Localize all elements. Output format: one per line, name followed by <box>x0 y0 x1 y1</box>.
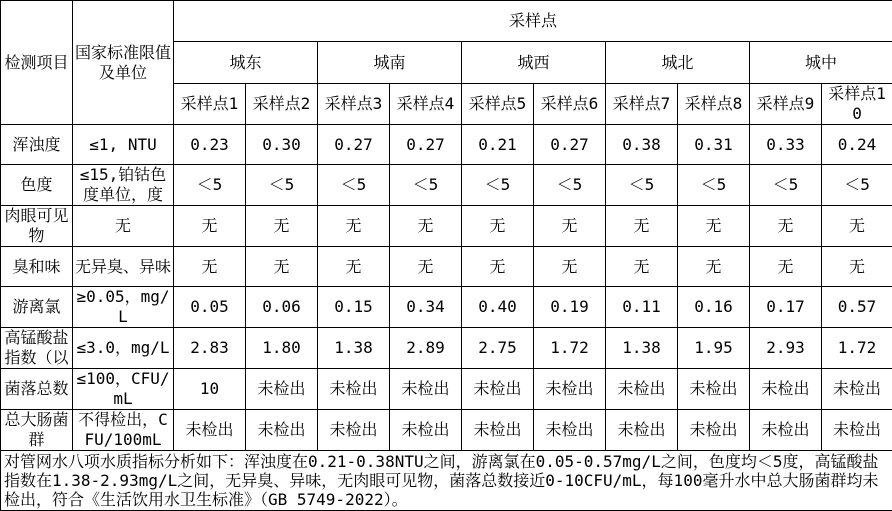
cell-value: 未检出 <box>246 410 318 451</box>
cell-value: ＜5 <box>678 165 750 206</box>
cell-value: 0.11 <box>606 287 678 328</box>
row-label: 色度 <box>1 165 73 206</box>
cell-value: 无 <box>390 247 462 287</box>
row-label: 臭和味 <box>1 247 73 287</box>
table-row <box>1 247 892 287</box>
cell-value: 未检出 <box>534 369 606 410</box>
row-standard: ≥0.05，mg/L <box>73 287 174 328</box>
cell-value: 无 <box>678 206 750 247</box>
row-standard: 不得检出，CFU/100mL <box>73 410 174 451</box>
table-row <box>1 410 892 451</box>
row-label: 游离氯 <box>1 287 73 328</box>
cell-value: 1.38 <box>606 328 678 369</box>
table-row <box>1 206 892 247</box>
table-row <box>1 125 892 165</box>
analysis-row <box>1 451 892 511</box>
cell-value: 2.89 <box>390 328 462 369</box>
row-label: 菌落总数 <box>1 369 73 410</box>
cell-value: 1.72 <box>822 328 892 369</box>
cell-value: ＜5 <box>822 165 892 206</box>
cell-value: ＜5 <box>318 165 390 206</box>
cell-value: ＜5 <box>462 165 534 206</box>
cell-value: 未检出 <box>750 369 822 410</box>
cell-value: 1.72 <box>534 328 606 369</box>
row-standard: 无 <box>73 206 174 247</box>
cell-value: 无 <box>246 247 318 287</box>
cell-value: 0.23 <box>174 125 246 165</box>
cell-value: 无 <box>750 247 822 287</box>
row-standard: 无异臭、异味 <box>73 247 174 287</box>
point-header-1: 采样点1 <box>174 84 246 125</box>
cell-value: 0.38 <box>606 125 678 165</box>
cell-value: 0.19 <box>534 287 606 328</box>
analysis-note: 对管网水八项水质指标分析如下：浑浊度在0.21-0.38NTU之间，游离氯在0.05-0.57mg/L之间，色度均＜5度，高锰酸盐指数在1.38-2.93mg/L之间，无异臭、异味，无肉眼可见物，菌落总数接近0-10CFU/mL，每100毫升水中总大肠菌群均未检出，符合《生活饮用水卫生标准》（GB 5749-2022）。 <box>1 451 892 511</box>
cell-value: 0.27 <box>318 125 390 165</box>
point-header-2: 采样点2 <box>246 84 318 125</box>
cell-value: 未检出 <box>606 410 678 451</box>
table-row <box>1 369 892 410</box>
col-header-test-item: 检测项目 <box>1 1 73 125</box>
cell-value: 无 <box>822 206 892 247</box>
point-header-6: 采样点6 <box>534 84 606 125</box>
cell-value: 无 <box>462 247 534 287</box>
cell-value: 0.06 <box>246 287 318 328</box>
row-label: 浑浊度 <box>1 125 73 165</box>
district-header-3: 城西 <box>462 42 606 84</box>
cell-value: 未检出 <box>822 410 892 451</box>
cell-value: 无 <box>822 247 892 287</box>
cell-value: 未检出 <box>606 369 678 410</box>
row-standard: ≤15,铂钴色度单位，度 <box>73 165 174 206</box>
point-header-10: 采样点10 <box>822 84 892 125</box>
cell-value: ＜5 <box>174 165 246 206</box>
cell-value: 0.24 <box>822 125 892 165</box>
cell-value: 0.57 <box>822 287 892 328</box>
cell-value: ＜5 <box>534 165 606 206</box>
cell-value: 未检出 <box>750 410 822 451</box>
cell-value: ＜5 <box>750 165 822 206</box>
cell-value: 无 <box>174 206 246 247</box>
cell-value: ＜5 <box>246 165 318 206</box>
point-header-8: 采样点8 <box>678 84 750 125</box>
point-header-7: 采样点7 <box>606 84 678 125</box>
row-standard: ≤3.0，mg/L <box>73 328 174 369</box>
district-header-5: 城中 <box>750 42 892 84</box>
cell-value: 无 <box>318 247 390 287</box>
cell-value: 未检出 <box>174 410 246 451</box>
cell-value: 无 <box>750 206 822 247</box>
cell-value: 0.34 <box>390 287 462 328</box>
cell-value: 1.95 <box>678 328 750 369</box>
cell-value: 无 <box>534 206 606 247</box>
cell-value: 未检出 <box>822 369 892 410</box>
cell-value: 未检出 <box>462 410 534 451</box>
row-standard: ≤100，CFU/mL <box>73 369 174 410</box>
district-header-1: 城东 <box>174 42 318 84</box>
cell-value: 无 <box>390 206 462 247</box>
cell-value: 无 <box>606 247 678 287</box>
cell-value: ＜5 <box>390 165 462 206</box>
cell-value: 未检出 <box>318 369 390 410</box>
cell-value: 1.80 <box>246 328 318 369</box>
cell-value: 未检出 <box>678 410 750 451</box>
point-header-5: 采样点5 <box>462 84 534 125</box>
cell-value: 1.38 <box>318 328 390 369</box>
cell-value: 无 <box>318 206 390 247</box>
cell-value: 10 <box>174 369 246 410</box>
cell-value: ＜5 <box>606 165 678 206</box>
row-label: 肉眼可见物 <box>1 206 73 247</box>
point-header-9: 采样点9 <box>750 84 822 125</box>
row-label: 总大肠菌群 <box>1 410 73 451</box>
cell-value: 无 <box>462 206 534 247</box>
table-row <box>1 165 892 206</box>
cell-value: 未检出 <box>534 410 606 451</box>
cell-value: 未检出 <box>462 369 534 410</box>
cell-value: 2.93 <box>750 328 822 369</box>
table-row <box>1 287 892 328</box>
table-body <box>1 125 892 451</box>
cell-value: 0.05 <box>174 287 246 328</box>
cell-value: 0.40 <box>462 287 534 328</box>
cell-value: 无 <box>678 247 750 287</box>
cell-value: 0.17 <box>750 287 822 328</box>
cell-value: 0.30 <box>246 125 318 165</box>
district-header-4: 城北 <box>606 42 750 84</box>
table-row <box>1 328 892 369</box>
point-header-4: 采样点4 <box>390 84 462 125</box>
col-header-standard: 国家标准限值及单位 <box>73 1 174 125</box>
cell-value: 0.16 <box>678 287 750 328</box>
cell-value: 0.27 <box>390 125 462 165</box>
point-header-3: 采样点3 <box>318 84 390 125</box>
cell-value: 未检出 <box>678 369 750 410</box>
cell-value: 未检出 <box>318 410 390 451</box>
cell-value: 0.27 <box>534 125 606 165</box>
row-standard: ≤1, NTU <box>73 125 174 165</box>
cell-value: 未检出 <box>390 369 462 410</box>
cell-value: 0.33 <box>750 125 822 165</box>
cell-value: 0.15 <box>318 287 390 328</box>
cell-value: 无 <box>174 247 246 287</box>
cell-value: 未检出 <box>390 410 462 451</box>
cell-value: 无 <box>534 247 606 287</box>
cell-value: 2.75 <box>462 328 534 369</box>
cell-value: 0.21 <box>462 125 534 165</box>
cell-value: 0.31 <box>678 125 750 165</box>
cell-value: 未检出 <box>246 369 318 410</box>
district-header-2: 城南 <box>318 42 462 84</box>
cell-value: 2.83 <box>174 328 246 369</box>
row-label: 高锰酸盐指数（以 <box>1 328 73 369</box>
cell-value: 无 <box>246 206 318 247</box>
col-header-sampling-points: 采样点 <box>174 1 892 42</box>
cell-value: 无 <box>606 206 678 247</box>
